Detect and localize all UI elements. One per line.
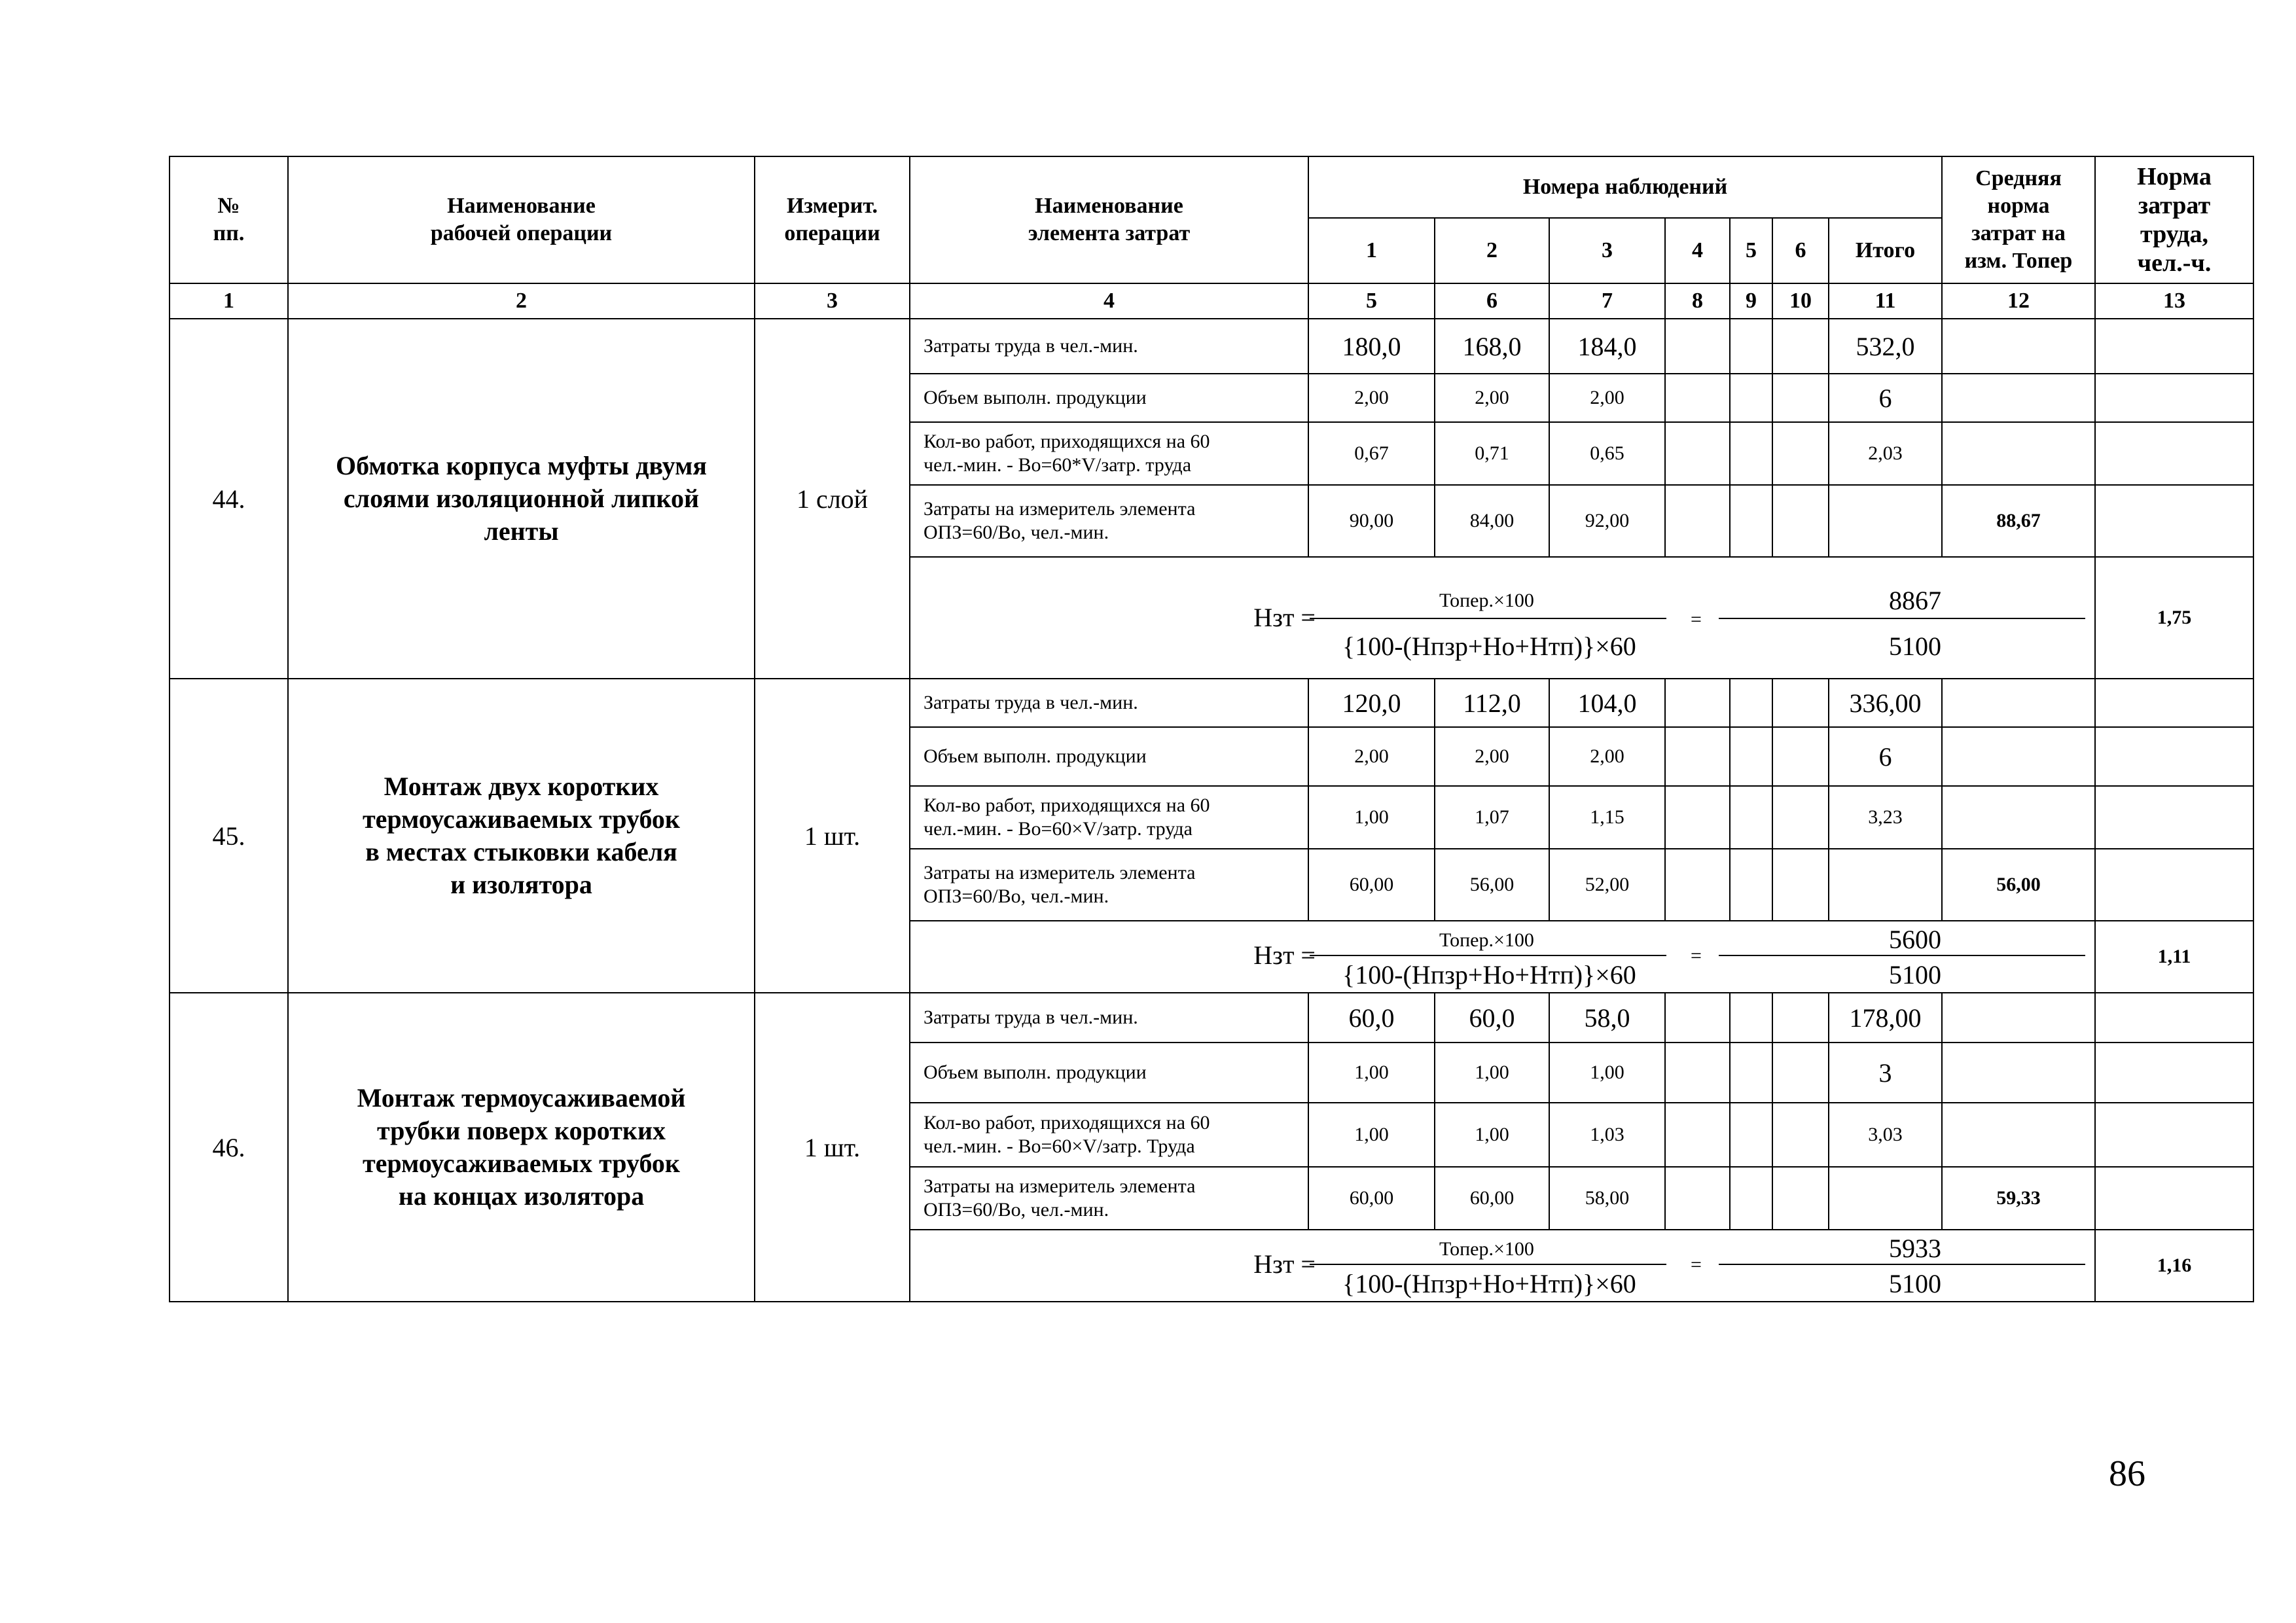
formula-denominator: {100-(Нпзр+Но+Нтп)}×60 [1342,960,1636,990]
obs-value: 0,67 [1308,422,1435,485]
norm-empty-cell [2095,1167,2253,1230]
obs-value [1665,1103,1730,1167]
avg-value [1942,319,2095,374]
obs-value [1730,374,1772,422]
column-number: 7 [1549,283,1665,319]
obs-value [1665,422,1730,485]
obs-value: 92,00 [1549,485,1665,557]
obs-value: 1,00 [1435,1103,1549,1167]
obs-value [1772,727,1829,786]
column-number: 3 [755,283,910,319]
formula-lhs: Нзт = [1253,1249,1316,1279]
operation-number: 46. [170,993,288,1302]
norms-table [169,156,2254,1302]
element-label: Кол-во работ, приходящихся на 60 чел.-мин. - Во=60×V/затр. труда [910,786,1308,849]
fraction-line [1719,1264,2085,1265]
operation-name: Монтаж двух коротких термоусаживаемых трубок в местах стыковки кабеля и изолятора [288,679,755,993]
column-number: 4 [910,283,1308,319]
total-value: 178,00 [1829,993,1942,1043]
obs-value: 2,00 [1435,374,1549,422]
header-obs-1: 1 [1308,218,1435,283]
formula-lhs: Нзт = [1253,603,1316,632]
obs-value: 1,15 [1549,786,1665,849]
total-value: 2,03 [1829,422,1942,485]
formula-num-value: 5600 [1889,925,1941,954]
obs-value: 60,00 [1308,849,1435,921]
norm-empty-cell [2095,679,2253,727]
avg-value: 88,67 [1942,485,2095,557]
header-obs-6: 6 [1772,218,1829,283]
fraction-line [1310,1264,1666,1265]
obs-value [1665,786,1730,849]
norm-empty-cell [2095,319,2253,374]
obs-value: 1,00 [1308,1103,1435,1167]
obs-value [1730,319,1772,374]
norm-empty-cell [2095,786,2253,849]
total-value: 3,03 [1829,1103,1942,1167]
obs-value: 58,00 [1549,1167,1665,1230]
obs-value: 1,03 [1549,1103,1665,1167]
obs-value [1665,1043,1730,1103]
element-label: Объем выполн. продукции [910,727,1308,786]
labor-norm-value: 1,11 [2095,921,2253,993]
column-number: 5 [1308,283,1435,319]
obs-value: 2,00 [1308,727,1435,786]
element-label: Затраты на измеритель элемента ОПЗ=60/Во, чел.-мин. [910,1167,1308,1230]
total-value [1829,1167,1942,1230]
obs-value: 168,0 [1435,319,1549,374]
obs-value [1772,1167,1829,1230]
formula-equals: = [1691,1254,1702,1275]
obs-value [1772,422,1829,485]
obs-value [1665,319,1730,374]
operation-unit: 1 шт. [755,993,910,1302]
obs-value [1730,679,1772,727]
formula-denominator: {100-(Нпзр+Но+Нтп)}×60 [1342,632,1636,661]
norm-empty-cell [2095,374,2253,422]
operation-unit: 1 шт. [755,679,910,993]
obs-value: 1,07 [1435,786,1549,849]
obs-value [1772,319,1829,374]
obs-value [1772,374,1829,422]
avg-value: 56,00 [1942,849,2095,921]
obs-value [1772,679,1829,727]
formula-den-value: 5100 [1889,632,1941,661]
obs-value [1665,993,1730,1043]
total-value [1829,849,1942,921]
avg-value [1942,422,2095,485]
formula-numerator: Топер.×100 [1439,590,1534,611]
obs-value [1772,485,1829,557]
obs-value [1730,422,1772,485]
obs-value [1665,374,1730,422]
total-value: 6 [1829,374,1942,422]
header-element: Наименование элемента затрат [910,156,1308,283]
norm-empty-cell [2095,727,2253,786]
column-number: 9 [1730,283,1772,319]
column-number: 8 [1665,283,1730,319]
formula-num-value: 8867 [1889,586,1941,615]
header-obs-4: 4 [1665,218,1730,283]
obs-value [1665,485,1730,557]
obs-value [1730,993,1772,1043]
obs-value: 52,00 [1549,849,1665,921]
labor-norm-value: 1,16 [2095,1230,2253,1302]
table-row [170,993,2253,1043]
obs-value [1772,849,1829,921]
column-number: 11 [1829,283,1942,319]
fraction-line [1719,955,2085,956]
obs-value [1665,727,1730,786]
obs-value: 104,0 [1549,679,1665,727]
page-number: 86 [2109,1454,2145,1494]
obs-value [1730,485,1772,557]
header-observations: Номера наблюдений [1308,156,1942,218]
norm-empty-cell [2095,1043,2253,1103]
obs-value: 58,0 [1549,993,1665,1043]
header-total: Итого [1829,218,1942,283]
formula-cell [910,921,2095,993]
obs-value [1665,679,1730,727]
formula-cell [910,557,2095,679]
column-numbers-row [170,283,2253,319]
obs-value: 56,00 [1435,849,1549,921]
total-value: 336,00 [1829,679,1942,727]
element-label: Кол-во работ, приходящихся на 60 чел.-мин. - Во=60*V/затр. труда [910,422,1308,485]
avg-value [1942,679,2095,727]
obs-value: 184,0 [1549,319,1665,374]
obs-value: 1,00 [1308,1043,1435,1103]
formula-den-value: 5100 [1889,960,1941,990]
obs-value: 60,00 [1435,1167,1549,1230]
avg-value [1942,993,2095,1043]
column-number: 13 [2095,283,2253,319]
header-obs-5: 5 [1730,218,1772,283]
obs-value [1730,1043,1772,1103]
header-obs-3: 3 [1549,218,1665,283]
obs-value: 112,0 [1435,679,1549,727]
obs-value: 84,00 [1435,485,1549,557]
fraction-line [1310,955,1666,956]
operation-name: Монтаж термоусаживаемой трубки поверх коротких термоусаживаемых трубок на концах изолятора [288,993,755,1302]
element-label: Объем выполн. продукции [910,374,1308,422]
total-value: 6 [1829,727,1942,786]
obs-value [1730,1167,1772,1230]
operation-name: Обмотка корпуса муфты двумя слоями изоляционной липкой ленты [288,319,755,679]
obs-value: 0,71 [1435,422,1549,485]
column-number: 12 [1942,283,2095,319]
operation-unit: 1 слой [755,319,910,679]
obs-value [1730,727,1772,786]
fraction-line [1719,618,2085,619]
table-row [170,679,2253,727]
formula-denominator: {100-(Нпзр+Но+Нтп)}×60 [1342,1269,1636,1298]
obs-value: 60,0 [1308,993,1435,1043]
norm-empty-cell [2095,1103,2253,1167]
formula-den-value: 5100 [1889,1269,1941,1298]
total-value: 3,23 [1829,786,1942,849]
formula-cell [910,1230,2095,1302]
obs-value [1665,849,1730,921]
formula-numerator: Топер.×100 [1439,1238,1534,1260]
norm-empty-cell [2095,993,2253,1043]
obs-value: 120,0 [1308,679,1435,727]
obs-value: 1,00 [1435,1043,1549,1103]
column-number: 6 [1435,283,1549,319]
header-avg-norm: Средняя норма затрат на изм. Топер [1942,156,2095,283]
obs-value: 2,00 [1549,727,1665,786]
header-unit: Измерит. операции [755,156,910,283]
avg-value [1942,1043,2095,1103]
operation-number: 45. [170,679,288,993]
obs-value [1772,1043,1829,1103]
obs-value: 60,0 [1435,993,1549,1043]
obs-value: 1,00 [1308,786,1435,849]
obs-value [1772,786,1829,849]
fraction-line [1310,618,1666,619]
obs-value: 60,00 [1308,1167,1435,1230]
element-label: Затраты на измеритель элемента ОПЗ=60/Во, чел.-мин. [910,849,1308,921]
element-label: Затраты труда в чел.-мин. [910,319,1308,374]
formula-equals: = [1691,609,1702,630]
obs-value: 2,00 [1549,374,1665,422]
obs-value: 2,00 [1435,727,1549,786]
formula-num-value: 5933 [1889,1234,1941,1263]
avg-value [1942,786,2095,849]
element-label: Кол-во работ, приходящихся на 60 чел.-мин. - Во=60×V/затр. Труда [910,1103,1308,1167]
operations-body [170,319,2253,1302]
obs-value: 90,00 [1308,485,1435,557]
total-value: 532,0 [1829,319,1942,374]
element-label: Затраты на измеритель элемента ОПЗ=60/Во, чел.-мин. [910,485,1308,557]
obs-value: 180,0 [1308,319,1435,374]
column-number: 10 [1772,283,1829,319]
column-number: 2 [288,283,755,319]
obs-value [1730,1103,1772,1167]
norm-empty-cell [2095,485,2253,557]
avg-value [1942,727,2095,786]
total-value [1829,485,1942,557]
operation-number: 44. [170,319,288,679]
avg-value: 59,33 [1942,1167,2095,1230]
column-number: 1 [170,283,288,319]
formula-lhs: Нзт = [1253,940,1316,970]
element-label: Объем выполн. продукции [910,1043,1308,1103]
obs-value: 1,00 [1549,1043,1665,1103]
avg-value [1942,1103,2095,1167]
obs-value [1730,786,1772,849]
total-value: 3 [1829,1043,1942,1103]
header-operation: Наименование рабочей операции [288,156,755,283]
obs-value: 2,00 [1308,374,1435,422]
table-row [170,319,2253,374]
header-labor-norm: Норма затрат труда, чел.-ч. [2095,156,2253,283]
norm-empty-cell [2095,849,2253,921]
obs-value: 0,65 [1549,422,1665,485]
obs-value [1665,1167,1730,1230]
avg-value [1942,374,2095,422]
norm-empty-cell [2095,422,2253,485]
obs-value [1772,1103,1829,1167]
element-label: Затраты труда в чел.-мин. [910,679,1308,727]
formula-equals: = [1691,945,1702,967]
labor-norm-value: 1,75 [2095,557,2253,679]
obs-value [1730,849,1772,921]
formula-numerator: Топер.×100 [1439,929,1534,951]
obs-value [1772,993,1829,1043]
header-no: № пп. [170,156,288,283]
element-label: Затраты труда в чел.-мин. [910,993,1308,1043]
header-obs-2: 2 [1435,218,1549,283]
